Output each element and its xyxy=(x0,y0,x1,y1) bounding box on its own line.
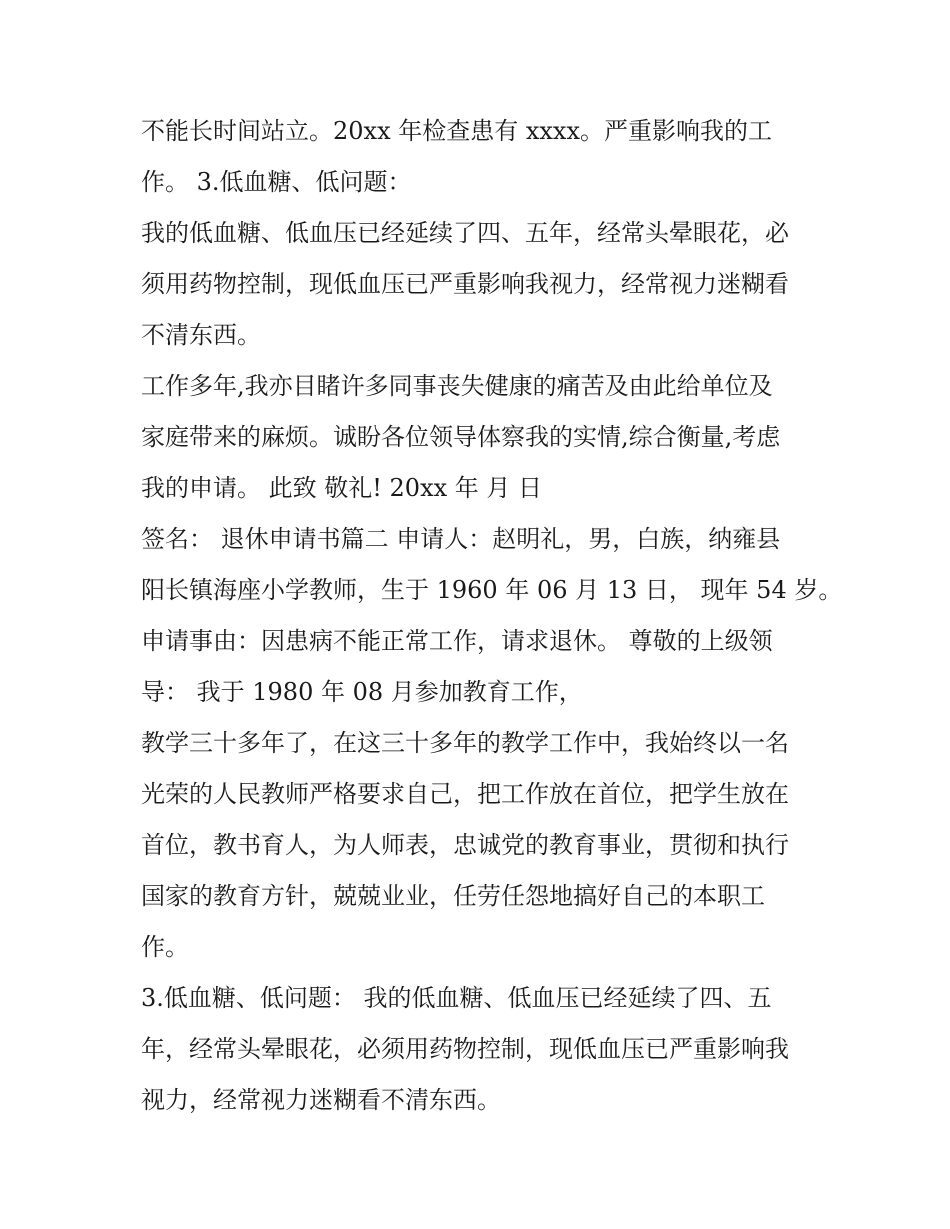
text-line: 不能长时间站立。20xx 年检查患有 xxxx。严重影响我的工 xyxy=(141,117,773,145)
text-line: 教学三十多年了，在这三十多年的教学工作中，我始终以一名 xyxy=(141,729,789,757)
text-line: 我的申请。 此致 敬礼! 20xx 年 月 日 xyxy=(141,474,543,502)
text-line: 不清东西。 xyxy=(141,321,261,349)
text-line: 首位，教书育人，为人师表，忠诚党的教育事业，贯彻和执行 xyxy=(141,831,789,859)
text-line: 视力，经常视力迷糊看不清东西。 xyxy=(141,1086,501,1114)
text-line: 光荣的人民教师严格要求自己，把工作放在首位，把学生放在 xyxy=(141,780,789,808)
text-line: 作。 xyxy=(141,933,189,961)
text-line: 须用药物控制，现低血压已严重影响我视力，经常视力迷糊看 xyxy=(141,270,789,298)
text-line: 导： 我于 1980 年 08 月参加教育工作， xyxy=(141,678,583,706)
text-line: 年，经常头晕眼花，必须用药物控制，现低血压已严重影响我 xyxy=(141,1035,789,1063)
text-line: 工作多年,我亦目睹许多同事丧失健康的痛苦及由此给单位及 xyxy=(141,372,773,400)
text-line: 我的低血糖、低血压已经延续了四、五年，经常头晕眼花，必 xyxy=(141,219,789,247)
document-body xyxy=(141,106,843,1126)
text-line: 签名： 退休申请书篇二 申请人：赵明礼，男，白族，纳雍县 xyxy=(141,525,781,553)
text-line: 阳长镇海座小学教师，生于 1960 年 06 月 13 日， 现年 54 岁。 xyxy=(141,576,843,604)
text-line: 3.低血糖、低问题： 我的低血糖、低血压已经延续了四、五 xyxy=(141,984,772,1012)
text-line: 家庭带来的麻烦。诚盼各位领导体察我的实情,综合衡量,考虑 xyxy=(141,423,781,451)
text-line: 申请事由：因患病不能正常工作，请求退休。 尊敬的上级领 xyxy=(141,627,773,655)
text-line: 作。 3.低血糖、低问题： xyxy=(141,168,412,196)
text-line: 国家的教育方针，兢兢业业，任劳任怨地搞好自己的本职工 xyxy=(141,882,765,910)
